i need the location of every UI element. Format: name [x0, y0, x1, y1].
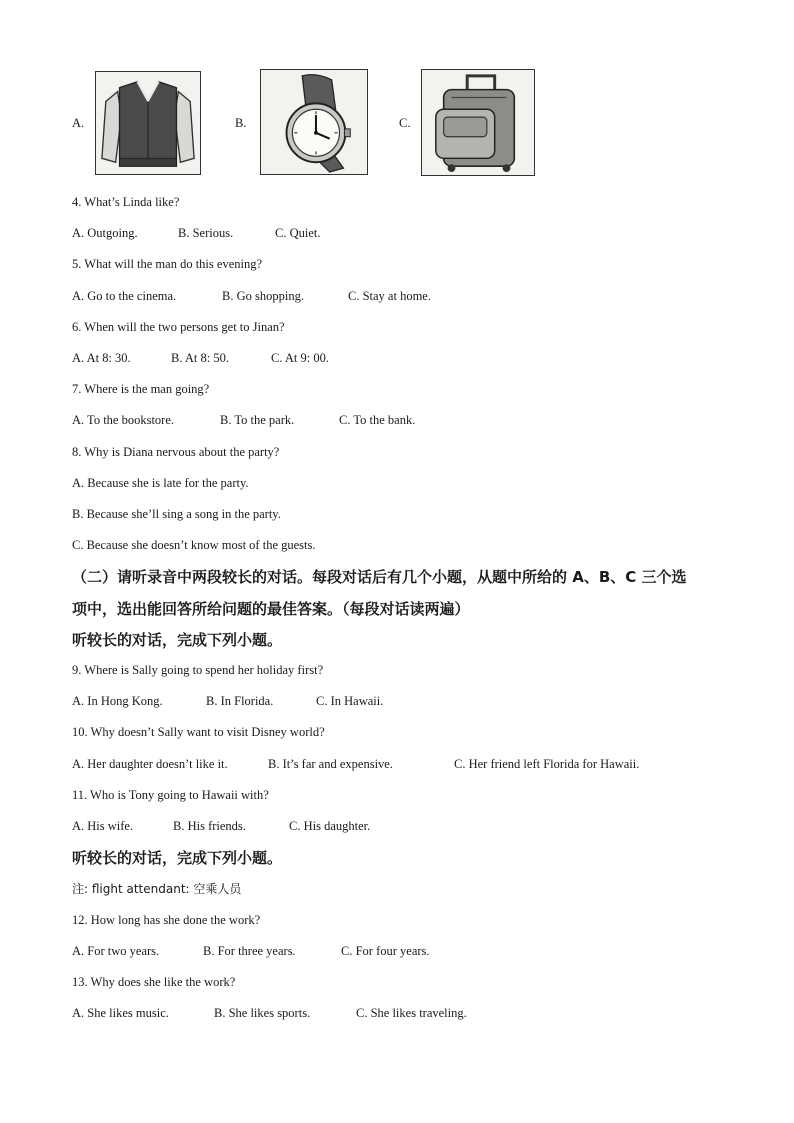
- q12-option-b: B. For three years.: [203, 944, 296, 958]
- q13-option-c: C. She likes traveling.: [356, 1006, 467, 1020]
- picture-label-c: C.: [399, 116, 411, 130]
- q9-option-a: A. In Hong Kong.: [72, 694, 163, 708]
- vocabulary-note: 注: flight attendant: 空乘人员: [72, 882, 242, 896]
- q6-option-b: B. At 8: 50.: [171, 351, 229, 365]
- question-7: 7. Where is the man going?: [72, 382, 210, 396]
- q11-option-b: B. His friends.: [173, 819, 246, 833]
- q10-option-a: A. Her daughter doesn’t like it.: [72, 757, 228, 771]
- q8-option-b: B. Because she’ll sing a song in the party.: [72, 507, 281, 521]
- q12-option-a: A. For two years.: [72, 944, 160, 958]
- q5-option-c: C. Stay at home.: [348, 289, 431, 303]
- section2-heading-line1: （二）请听录音中两段较长的对话。每段对话后有几个小题，从题中所给的 A、B、C 三个选: [72, 568, 687, 586]
- picture-label-a: A.: [72, 116, 85, 130]
- q12-option-c: C. For four years.: [341, 944, 430, 958]
- q11-option-c: C. His daughter.: [289, 819, 371, 833]
- q9-option-c: C. In Hawaii.: [316, 694, 384, 708]
- q8-option-c: C. Because she doesn’t know most of the guests.: [72, 538, 316, 552]
- question-8: 8. Why is Diana nervous about the party?: [72, 445, 280, 459]
- q7-option-b: B. To the park.: [220, 413, 295, 427]
- q11-option-a: A. His wife.: [72, 819, 134, 833]
- dialog1-heading: 听较长的对话，完成下列小题。: [72, 631, 283, 649]
- q6-option-c: C. At 9: 00.: [271, 351, 329, 365]
- q10-option-b: B. It’s far and expensive.: [268, 757, 393, 771]
- jacket-icon: [95, 71, 201, 175]
- q9-option-b: B. In Florida.: [206, 694, 274, 708]
- question-6: 6. When will the two persons get to Jinan?: [72, 320, 285, 334]
- dialog2-heading: 听较长的对话，完成下列小题。: [72, 849, 283, 867]
- q6-option-a: A. At 8: 30.: [72, 351, 131, 365]
- watch-icon: [260, 69, 368, 175]
- question-12: 12. How long has she done the work?: [72, 913, 261, 927]
- q4-option-a: A. Outgoing.: [72, 226, 138, 240]
- q4-option-b: B. Serious.: [178, 226, 234, 240]
- section2-heading-line2: 项中，选出能回答所给问题的最佳答案。（每段对话读两遍）: [72, 600, 470, 618]
- question-9: 9. Where is Sally going to spend her holiday first?: [72, 663, 324, 677]
- question-10: 10. Why doesn’t Sally want to visit Disney world?: [72, 725, 325, 739]
- question-11: 11. Who is Tony going to Hawaii with?: [72, 788, 269, 802]
- question-13: 13. Why does she like the work?: [72, 975, 236, 989]
- q7-option-c: C. To the bank.: [339, 413, 416, 427]
- q5-option-b: B. Go shopping.: [222, 289, 304, 303]
- picture-label-b: B.: [235, 116, 247, 130]
- q8-option-a: A. Because she is late for the party.: [72, 476, 249, 490]
- question-4: 4. What’s Linda like?: [72, 195, 180, 209]
- luggage-icon: [421, 69, 535, 176]
- q10-option-c: C. Her friend left Florida for Hawaii.: [454, 757, 640, 771]
- q13-option-a: A. She likes music.: [72, 1006, 169, 1020]
- q7-option-a: A. To the bookstore.: [72, 413, 175, 427]
- q4-option-c: C. Quiet.: [275, 226, 321, 240]
- q13-option-b: B. She likes sports.: [214, 1006, 311, 1020]
- q5-option-a: A. Go to the cinema.: [72, 289, 177, 303]
- question-5: 5. What will the man do this evening?: [72, 257, 263, 271]
